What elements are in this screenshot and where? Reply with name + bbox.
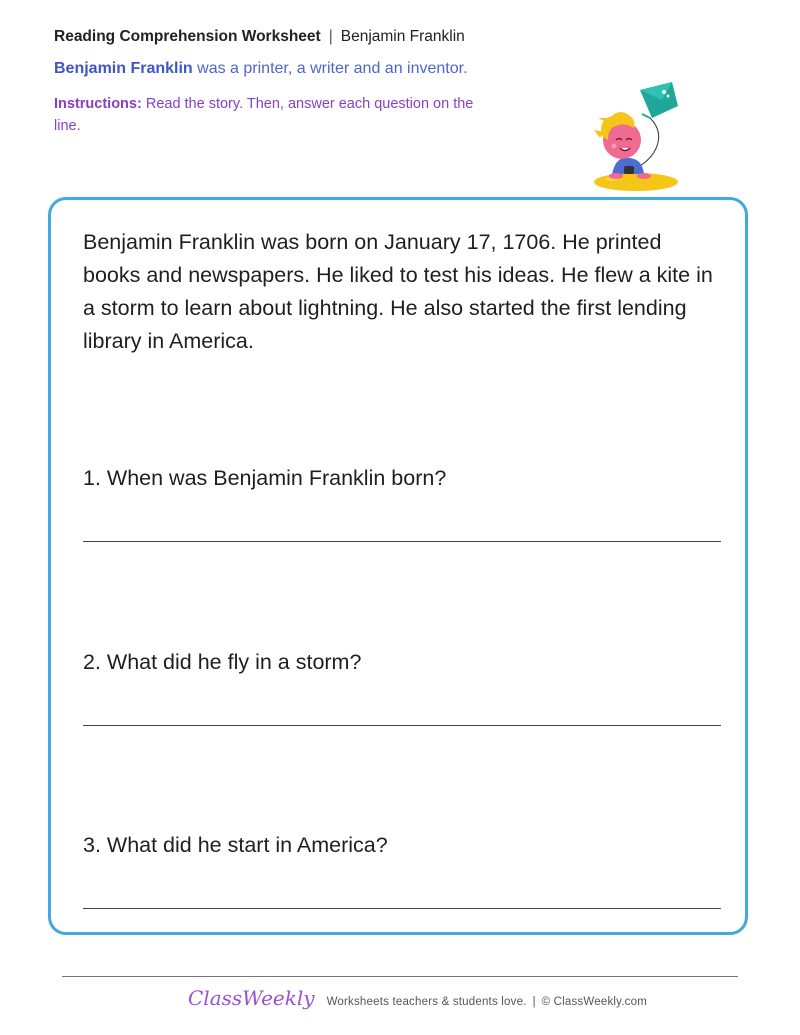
header-separator: | bbox=[328, 28, 333, 45]
answer-line-2[interactable] bbox=[83, 725, 721, 726]
instructions-text: Read the story. Then, answer each question on the line. bbox=[54, 96, 474, 134]
worksheet-title: Reading Comprehension Worksheet bbox=[54, 28, 321, 45]
footer-divider bbox=[62, 976, 738, 977]
worksheet-header bbox=[54, 28, 465, 46]
footer bbox=[188, 986, 647, 1010]
question-1: 1. When was Benjamin Franklin born? bbox=[83, 466, 447, 490]
question-3: 3. What did he start in America? bbox=[83, 833, 388, 857]
footer-copyright: © ClassWeekly.com bbox=[541, 996, 647, 1008]
child-with-kite-illustration bbox=[582, 78, 692, 196]
question-2: 2. What did he fly in a storm? bbox=[83, 650, 362, 674]
worksheet-subtitle bbox=[54, 60, 468, 78]
subtitle-rest: was a printer, a writer and an inventor. bbox=[192, 60, 468, 77]
instructions-label: Instructions: bbox=[54, 96, 142, 112]
story-box bbox=[48, 197, 748, 935]
story-text: Benjamin Franklin was born on January 17, 1706. He printed books and newspapers. He liked to test his ideas. He flew a kite in a storm to learn about lightning. He also started the first lending library in America. bbox=[83, 230, 713, 353]
answer-line-1[interactable] bbox=[83, 541, 721, 542]
worksheet-topic: Benjamin Franklin bbox=[340, 28, 465, 45]
footer-tagline: Worksheets teachers & students love. bbox=[326, 996, 527, 1008]
instructions bbox=[54, 93, 484, 137]
answer-line-3[interactable] bbox=[83, 908, 721, 909]
footer-separator: | bbox=[532, 996, 536, 1008]
brand-logo: ClassWeekly bbox=[188, 986, 315, 1010]
subtitle-name: Benjamin Franklin bbox=[54, 60, 193, 77]
